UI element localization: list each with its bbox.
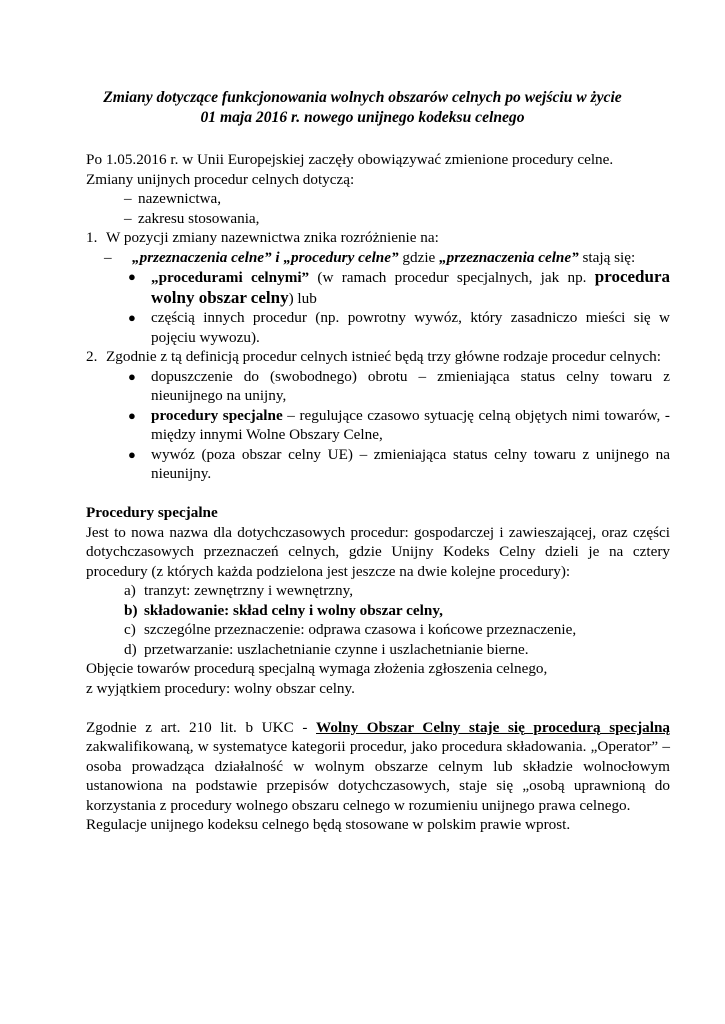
list-letter: b) xyxy=(124,601,138,619)
list-letter: d) xyxy=(124,640,137,658)
list-item-text: przetwarzanie: uszlachetnianie czynne i uszlachetnianie bierne. xyxy=(144,640,529,658)
title-line-2: 01 maja 2016 r. nowego unijnego kodeksu celnego xyxy=(200,109,525,126)
list-item xyxy=(86,445,670,484)
bullet-marker: ● xyxy=(128,368,136,384)
list-item xyxy=(86,620,670,640)
document-title xyxy=(60,88,665,128)
section-heading: Procedury specjalne xyxy=(86,504,218,521)
intro-paragraph: Po 1.05.2016 r. w Unii Europejskiej zaczęły obowiązywać zmienione procedury celne. xyxy=(86,151,614,168)
list-letter: a) xyxy=(124,582,136,599)
list-item xyxy=(86,189,670,209)
document-body xyxy=(86,150,670,835)
bullet-marker: ● xyxy=(128,310,136,325)
section-2 xyxy=(86,347,670,367)
list-item-text: składowanie: skład celny i wolny obszar celny, xyxy=(144,601,443,619)
list-item xyxy=(86,308,670,347)
list-item xyxy=(86,581,670,601)
list-item-text: częścią innych procedur (np. powrotny wywóz, który zasadniczo mieści się w pojęciu wywozu). xyxy=(151,309,670,346)
dash-marker: – xyxy=(104,248,112,266)
list-item xyxy=(86,367,670,406)
list-item xyxy=(86,601,670,621)
section-text: Zgodnie z tą definicją procedur celnych istnieć będą trzy główne rodzaje procedur celnych: xyxy=(106,348,661,365)
list-item xyxy=(86,248,670,268)
bullet-marker: ● xyxy=(128,407,136,423)
section-number: 1. xyxy=(86,229,98,246)
list-item-text: procedury specjalne – regulujące czasowo sytuację celną objętych nimi towarów, - między innymi Wolne Obszary Celne, xyxy=(151,406,670,443)
special-note-1: Objęcie towarów procedurą specjalną wymaga złożenia zgłoszenia celnego, xyxy=(86,660,548,677)
list-item-text: nazewnictwa, xyxy=(138,190,222,207)
list-item xyxy=(86,406,670,445)
list-item-text: zakresu stosowania, xyxy=(138,209,260,227)
list-item xyxy=(86,209,670,229)
list-item-text: szczególne przeznaczenie: odprawa czasowa i końcowe przeznaczenie, xyxy=(144,621,577,638)
bullet-marker: ● xyxy=(128,269,136,284)
section-number: 2. xyxy=(86,348,98,365)
special-note-2: z wyjątkiem procedury: wolny obszar celny. xyxy=(86,679,355,697)
list-item-text: dopuszczenie do (swobodnego) obrotu – zmieniająca status celny towaru z nieunijnego na unijny, xyxy=(151,367,670,404)
section-text: W pozycji zmiany nazewnictwa znika rozróżnienie na: xyxy=(106,229,439,246)
final-note: Regulacje unijnego kodeksu celnego będą stosowane w polskim prawie wprost. xyxy=(86,816,571,833)
list-item xyxy=(86,640,670,660)
list-item-text: „przeznaczenia celne” i „procedury celne” gdzie „przeznaczenia celne” stają się: xyxy=(132,248,636,266)
special-paragraph: Jest to nowa nazwa dla dotychczasowych procedur: gospodarczej i zawieszającej, oraz części dotychczasowych przeznaczeń celnych, gdzie Unijny Kodeks Celny dzieli je na cztery procedury (z których każda podzielona jest jeszcze na dwie kolejne procedury): xyxy=(86,523,670,580)
final-paragraph: Zgodnie z art. 210 lit. b UKC - Wolny Obszar Celny staje się procedurą specjalną zakwalifikowaną, w systematyce kategorii procedur, jako procedura składowania. „Operator” – osoba prowadząca działalność w wolnym obszarze celnym lub składzie wolnocłowym ustanowiona na podstawie przepisów dotychczasowych, staje się „osobą uprawnioną do korzystania z procedury wolnego obszaru celnego w rozumieniu unijnego prawa celnego. xyxy=(86,718,670,814)
list-letter: c) xyxy=(124,621,136,638)
dash-marker: – xyxy=(124,209,132,227)
title-line-1: Zmiany dotyczące funkcjonowania wolnych obszarów celnych po wejściu w życie xyxy=(103,89,622,106)
list-item-text: wywóz (poza obszar celny UE) – zmieniająca status celny towaru z unijnego na nieunijny. xyxy=(151,445,670,482)
bullet-marker: ● xyxy=(128,446,136,462)
intro-changes-lead: Zmiany unijnych procedur celnych dotyczą: xyxy=(86,170,355,188)
dash-marker: – xyxy=(124,190,132,207)
list-item-text: tranzyt: zewnętrzny i wewnętrzny, xyxy=(144,582,354,599)
list-item-text: „procedurami celnymi” (w ramach procedur specjalnych, jak np. procedura wolny obszar celny) lub xyxy=(151,267,670,307)
list-item xyxy=(86,267,670,308)
section-1 xyxy=(86,228,670,248)
